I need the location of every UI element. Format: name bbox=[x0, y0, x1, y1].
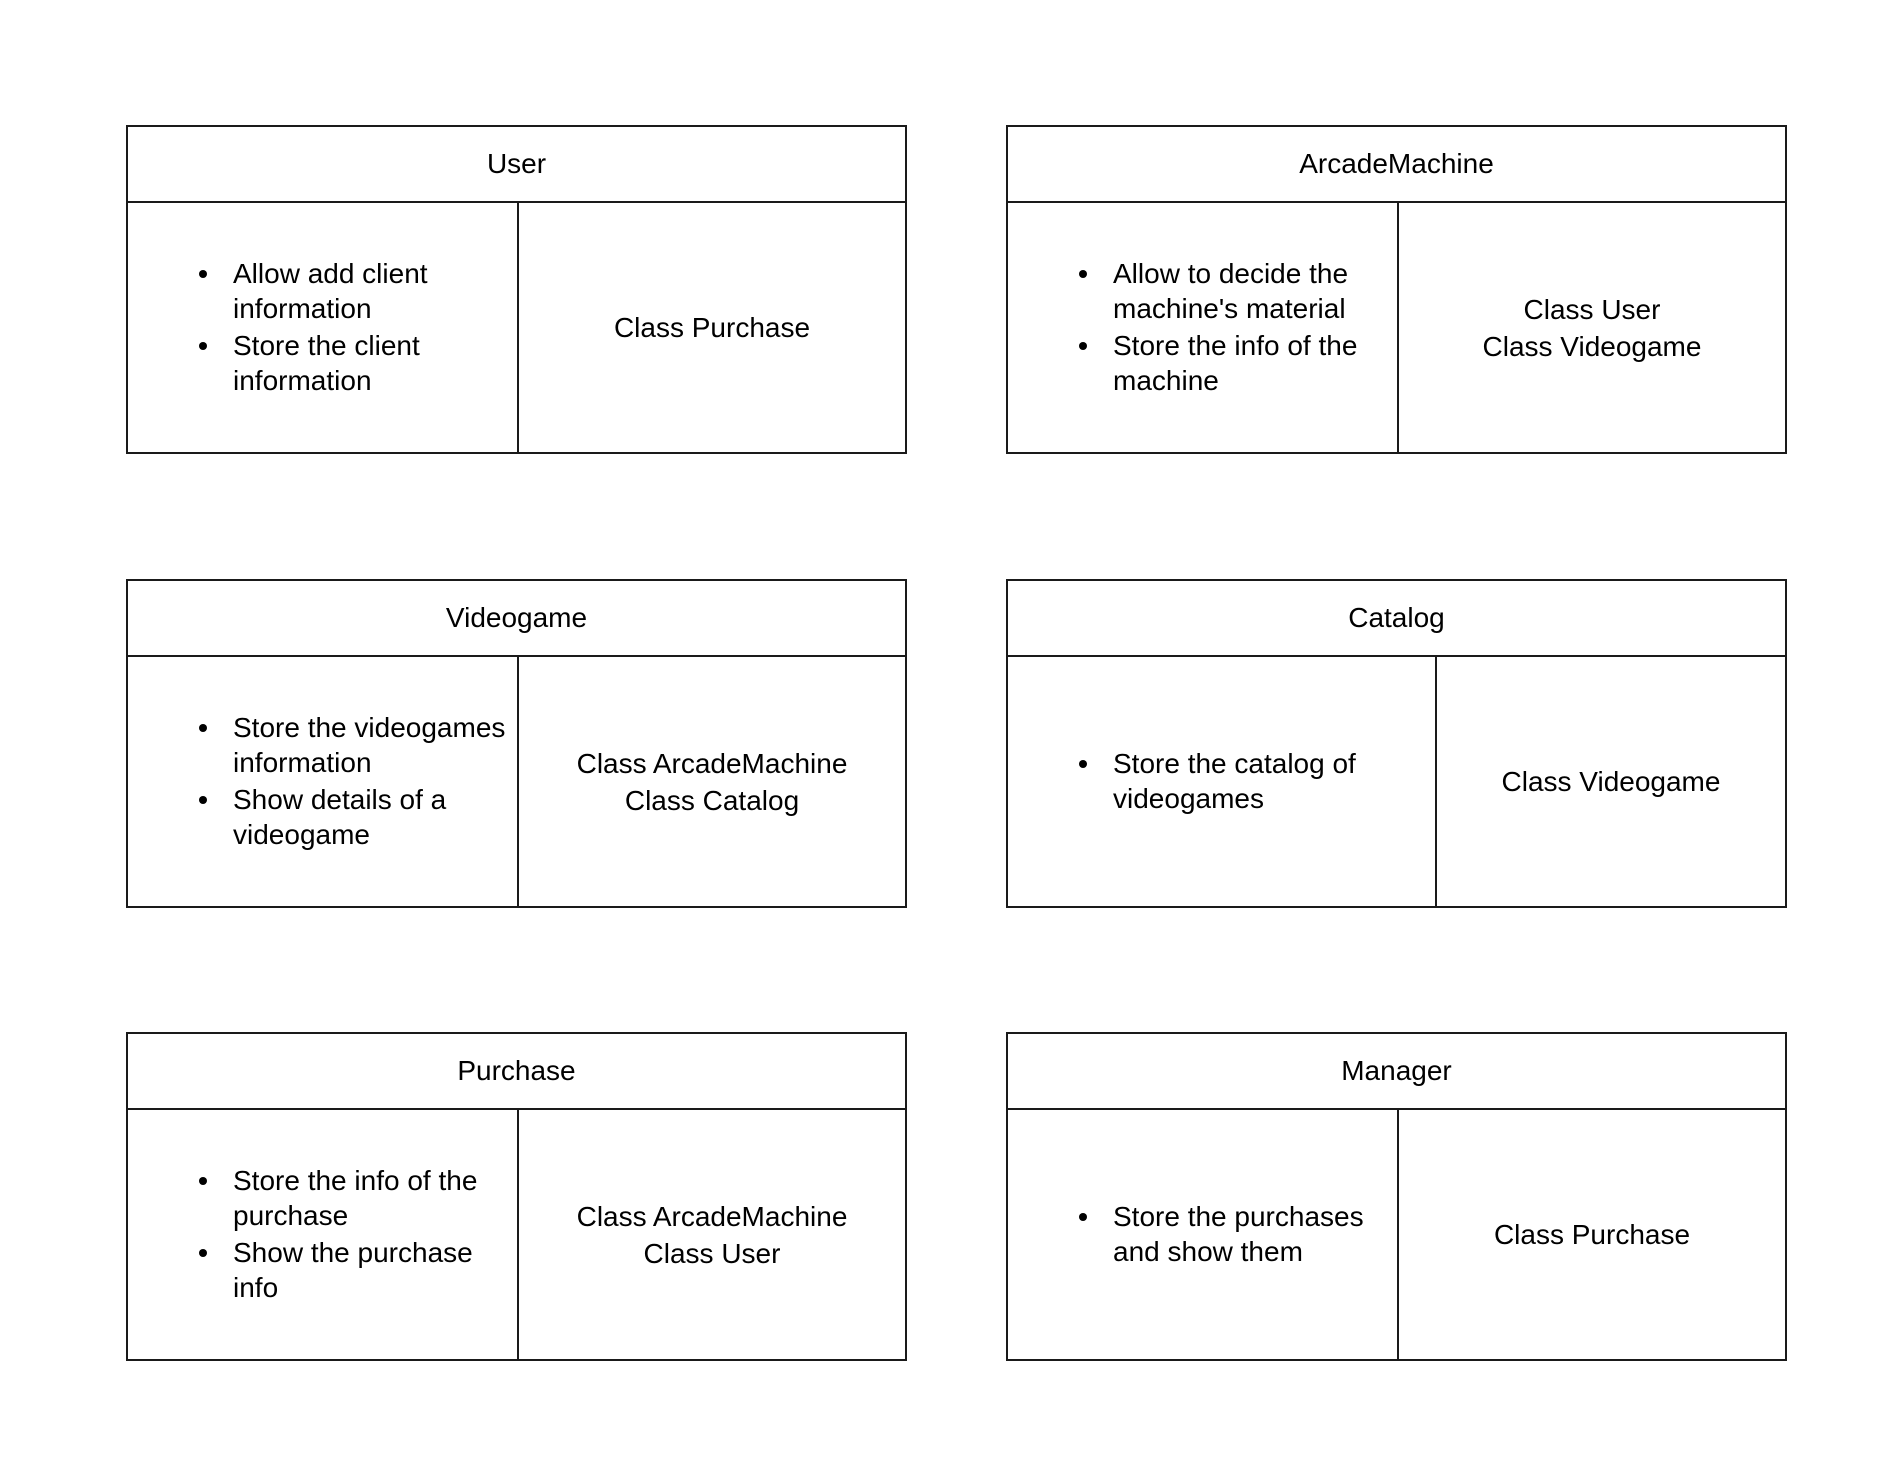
responsibility-item: Store the catalog of videogames bbox=[1113, 746, 1435, 816]
card-body bbox=[128, 657, 905, 906]
responsibility-item: Store the info of the purchase bbox=[233, 1163, 517, 1233]
responsibilities-list bbox=[1008, 746, 1435, 818]
collaborator-item: Class ArcadeMachine bbox=[576, 1200, 848, 1232]
collaborators-cell bbox=[519, 1110, 905, 1359]
card-title: Purchase bbox=[128, 1034, 905, 1110]
responsibilities-list bbox=[128, 256, 517, 400]
responsibilities-list bbox=[1008, 256, 1397, 400]
responsibility-item: Store the purchases and show them bbox=[1113, 1199, 1397, 1269]
crc-card-arcademachine bbox=[1006, 125, 1787, 454]
card-title: Videogame bbox=[128, 581, 905, 657]
card-body bbox=[128, 203, 905, 452]
collaborator-item: Class Videogame bbox=[1482, 330, 1702, 362]
crc-card-manager bbox=[1006, 1032, 1787, 1361]
collaborators-cell bbox=[1399, 203, 1785, 452]
responsibilities-cell bbox=[128, 203, 519, 452]
responsibilities-list bbox=[128, 710, 517, 854]
responsibility-item: Store the info of the machine bbox=[1113, 328, 1397, 398]
responsibility-item: Show the purchase info bbox=[233, 1235, 517, 1305]
collaborators-cell bbox=[1437, 657, 1785, 906]
card-body bbox=[1008, 1110, 1785, 1359]
card-title: Manager bbox=[1008, 1034, 1785, 1110]
collaborator-item: Class Catalog bbox=[624, 784, 800, 816]
collaborators-cell bbox=[519, 657, 905, 906]
card-body bbox=[1008, 657, 1785, 906]
responsibilities-list bbox=[1008, 1199, 1397, 1271]
card-body bbox=[128, 1110, 905, 1359]
responsibilities-cell bbox=[128, 1110, 519, 1359]
card-body bbox=[1008, 203, 1785, 452]
crc-card-catalog bbox=[1006, 579, 1787, 908]
card-title: ArcadeMachine bbox=[1008, 127, 1785, 203]
responsibilities-cell bbox=[1008, 203, 1399, 452]
responsibility-item: Store the client information bbox=[233, 328, 517, 398]
responsibility-item: Allow add client information bbox=[233, 256, 517, 326]
collaborator-item: Class User bbox=[1523, 293, 1661, 325]
responsibilities-cell bbox=[128, 657, 519, 906]
collaborator-item: Class User bbox=[643, 1237, 781, 1269]
collaborators-cell bbox=[1399, 1110, 1785, 1359]
responsibility-item: Store the videogames information bbox=[233, 710, 517, 780]
collaborator-item: Class Purchase bbox=[1493, 1219, 1691, 1250]
card-title: User bbox=[128, 127, 905, 203]
card-title: Catalog bbox=[1008, 581, 1785, 657]
responsibilities-cell bbox=[1008, 657, 1437, 906]
crc-card-user bbox=[126, 125, 907, 454]
collaborator-item: Class ArcadeMachine bbox=[576, 747, 848, 779]
responsibility-item: Allow to decide the machine's material bbox=[1113, 256, 1397, 326]
collaborator-item: Class Purchase bbox=[613, 312, 811, 343]
responsibilities-list bbox=[128, 1163, 517, 1307]
collaborator-item: Class Videogame bbox=[1501, 766, 1721, 797]
collaborators-cell bbox=[519, 203, 905, 452]
crc-card-videogame bbox=[126, 579, 907, 908]
responsibility-item: Show details of a videogame bbox=[233, 782, 517, 852]
crc-card-purchase bbox=[126, 1032, 907, 1361]
responsibilities-cell bbox=[1008, 1110, 1399, 1359]
